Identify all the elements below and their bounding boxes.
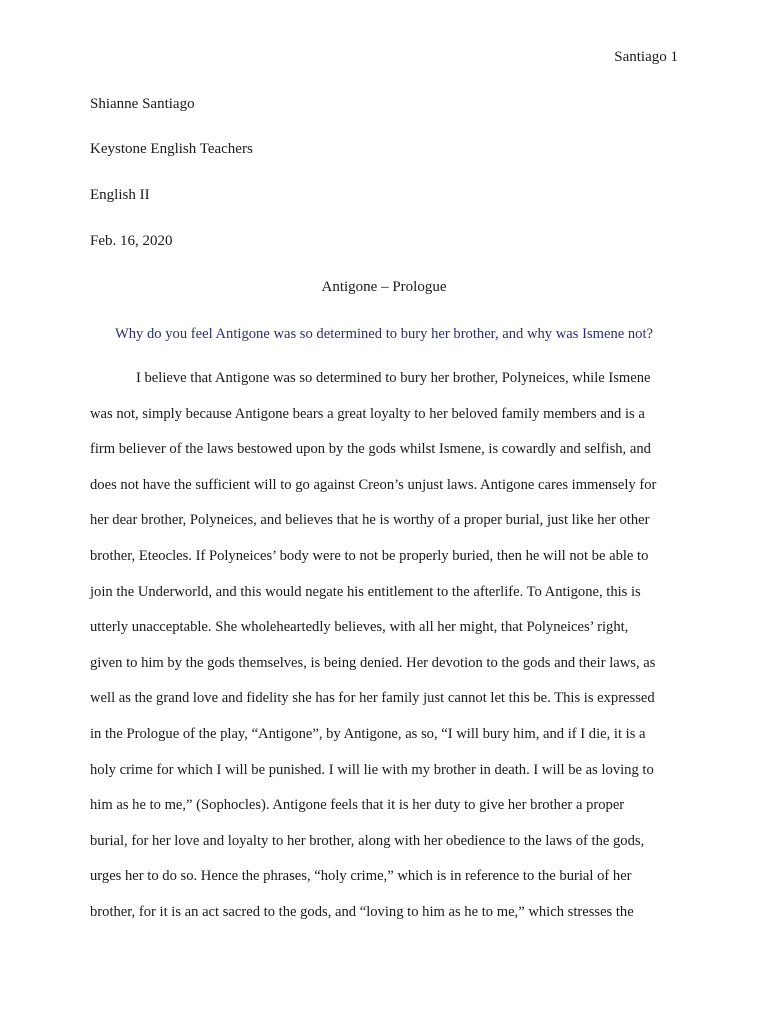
body-line: him as he to me,” (Sophocles). Antigone feels that it is her duty to give her brother a proper [90, 797, 625, 814]
body-line: her dear brother, Polyneices, and believes that he is worthy of a proper burial, just like her other [90, 512, 650, 529]
page-header-label: Santiago 1 [614, 49, 678, 65]
body-line: brother, Eteocles. If Polyneices’ body were to not be properly buried, then he will not be able to [90, 547, 649, 564]
body-line: burial, for her love and loyalty to her brother, along with her obedience to the laws of the gods, [90, 832, 645, 849]
course-name: English II [90, 187, 150, 203]
body-line: in the Prologue of the play, “Antigone”, by Antigone, as so, “I will bury him, and if I die, it is a [90, 725, 646, 742]
teacher-name: Keystone English Teachers [90, 141, 253, 157]
author-name: Shianne Santiago [90, 96, 195, 112]
body-line: I believe that Antigone was so determined to bury her brother, Polyneices, while Ismene [136, 370, 651, 386]
body-line: holy crime for which I will be punished. I will lie with my brother in death. I will be as loving to [90, 761, 654, 778]
body-line: well as the grand love and fidelity she has for her family just cannot let this be. This is expressed [90, 690, 655, 707]
body-line: firm believer of the laws bestowed upon by the gods whilst Ismene, is cowardly and selfish, and [90, 441, 651, 458]
body-line: given to him by the gods themselves, is being denied. Her devotion to the gods and their laws, as [90, 654, 656, 671]
document-title: Antigone – Prologue [321, 279, 447, 295]
body-line: join the Underworld, and this would negate his entitlement to the afterlife. To Antigone, this is [90, 583, 641, 600]
essay-question: Why do you feel Antigone was so determined to bury her brother, and why was Ismene not? [114, 326, 654, 342]
body-line: urges her to do so. Hence the phrases, “holy crime,” which is in reference to the burial of her [90, 868, 632, 885]
body-line: brother, for it is an act sacred to the gods, and “loving to him as he to me,” which stresses the [90, 903, 634, 920]
essay-body [90, 368, 670, 938]
body-line: was not, simply because Antigone bears a great loyalty to her beloved family members and is a [90, 405, 645, 422]
body-line: does not have the sufficient will to go against Creon’s unjust laws. Antigone cares immensely for [90, 476, 657, 493]
body-line: utterly unacceptable. She wholeheartedly believes, with all her might, that Polyneices’ right, [90, 619, 629, 636]
document-date: Feb. 16, 2020 [90, 233, 173, 249]
